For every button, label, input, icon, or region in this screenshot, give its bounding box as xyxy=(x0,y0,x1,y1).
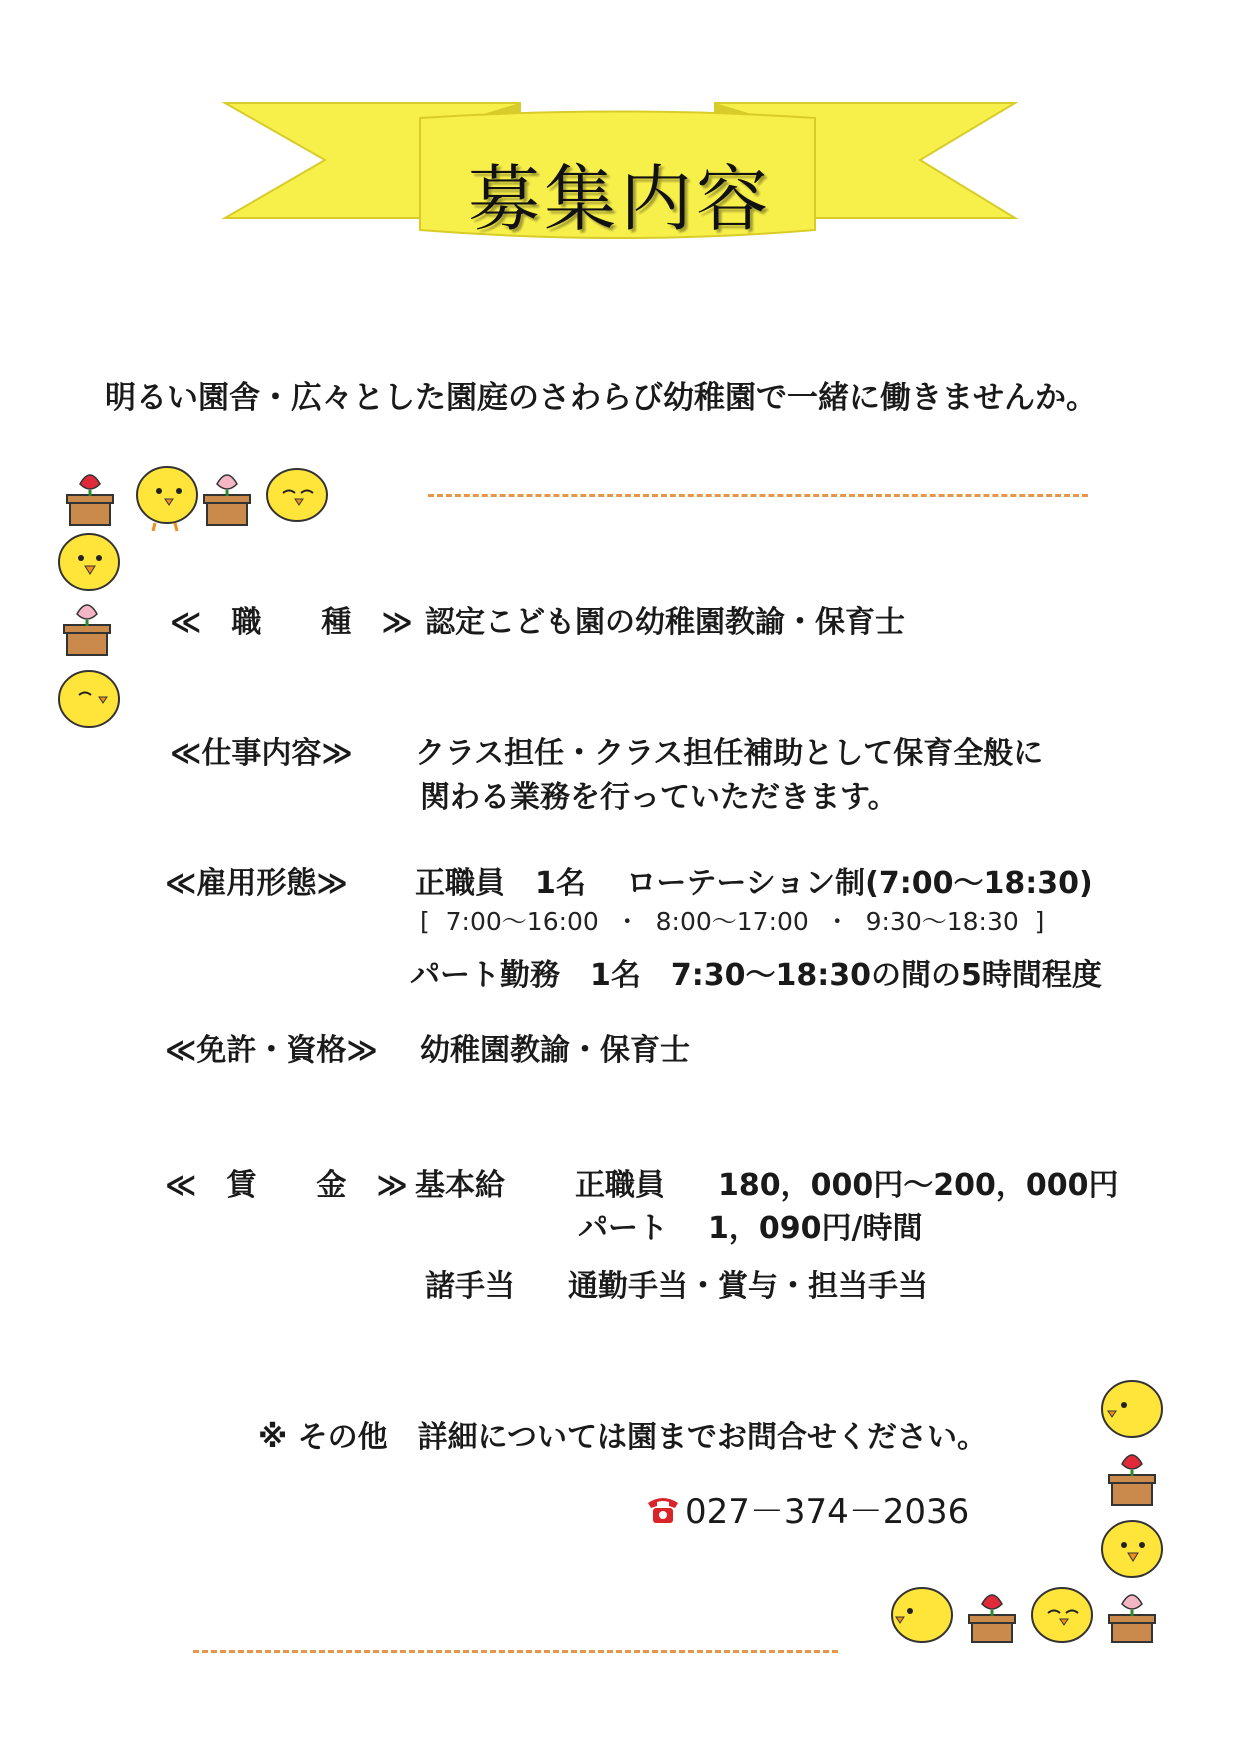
phone-number: 027－374－2036 xyxy=(685,1492,970,1532)
chick-tulip-decoration-bottom xyxy=(890,1375,1190,1655)
wage-parttime-value: 1，090円/時間 xyxy=(708,1211,923,1246)
inquiry-note: ※ その他 詳細については園までお問合せください。 xyxy=(258,1420,988,1455)
dashed-divider-bottom xyxy=(193,1650,838,1653)
license-label: ≪免許・資格≫ xyxy=(165,1033,378,1068)
wage-base-label: 基本給 xyxy=(415,1168,505,1203)
employment-shifts: [ 7:00～16:00 ・ 8:00～17:00 ・ 9:30～18:30 ] xyxy=(420,907,1045,936)
dashed-divider-top xyxy=(428,494,1088,497)
telephone-icon xyxy=(645,1493,681,1525)
intro-text: 明るい園舎・広々とした園庭のさわらび幼稚園で一緒に働きませんか。 xyxy=(105,380,1097,416)
page-title: 募集内容 xyxy=(467,157,772,241)
job-content-label: ≪仕事内容≫ xyxy=(170,736,353,771)
job-content-line2: 関わる業務を行っていただきます。 xyxy=(420,780,898,815)
job-type-label: ≪ 職 種 ≫ xyxy=(170,605,413,640)
wage-allowance-value: 通勤手当・賞与・担当手当 xyxy=(568,1269,928,1304)
wage-label: ≪ 賃 金 ≫ xyxy=(165,1168,408,1203)
job-type-value: 認定こども園の幼稚園教諭・保育士 xyxy=(425,605,905,640)
license-value: 幼稚園教諭・保育士 xyxy=(420,1033,690,1068)
wage-fulltime-value: 180，000円～200，000円 xyxy=(718,1168,1119,1203)
wage-allowance-label: 諸手当 xyxy=(425,1269,515,1304)
employment-label: ≪雇用形態≫ xyxy=(165,866,348,901)
wage-fulltime-label: 正職員 xyxy=(575,1168,665,1203)
employment-fulltime: 正職員 1名 ローテーション制(7:00～18:30) xyxy=(415,866,1093,901)
job-content-line1: クラス担任・クラス担任補助として保育全般に xyxy=(415,736,1044,771)
employment-parttime: パート勤務 1名 7:30～18:30の間の5時間程度 xyxy=(410,958,1102,993)
wage-parttime-label: パート xyxy=(578,1211,668,1246)
